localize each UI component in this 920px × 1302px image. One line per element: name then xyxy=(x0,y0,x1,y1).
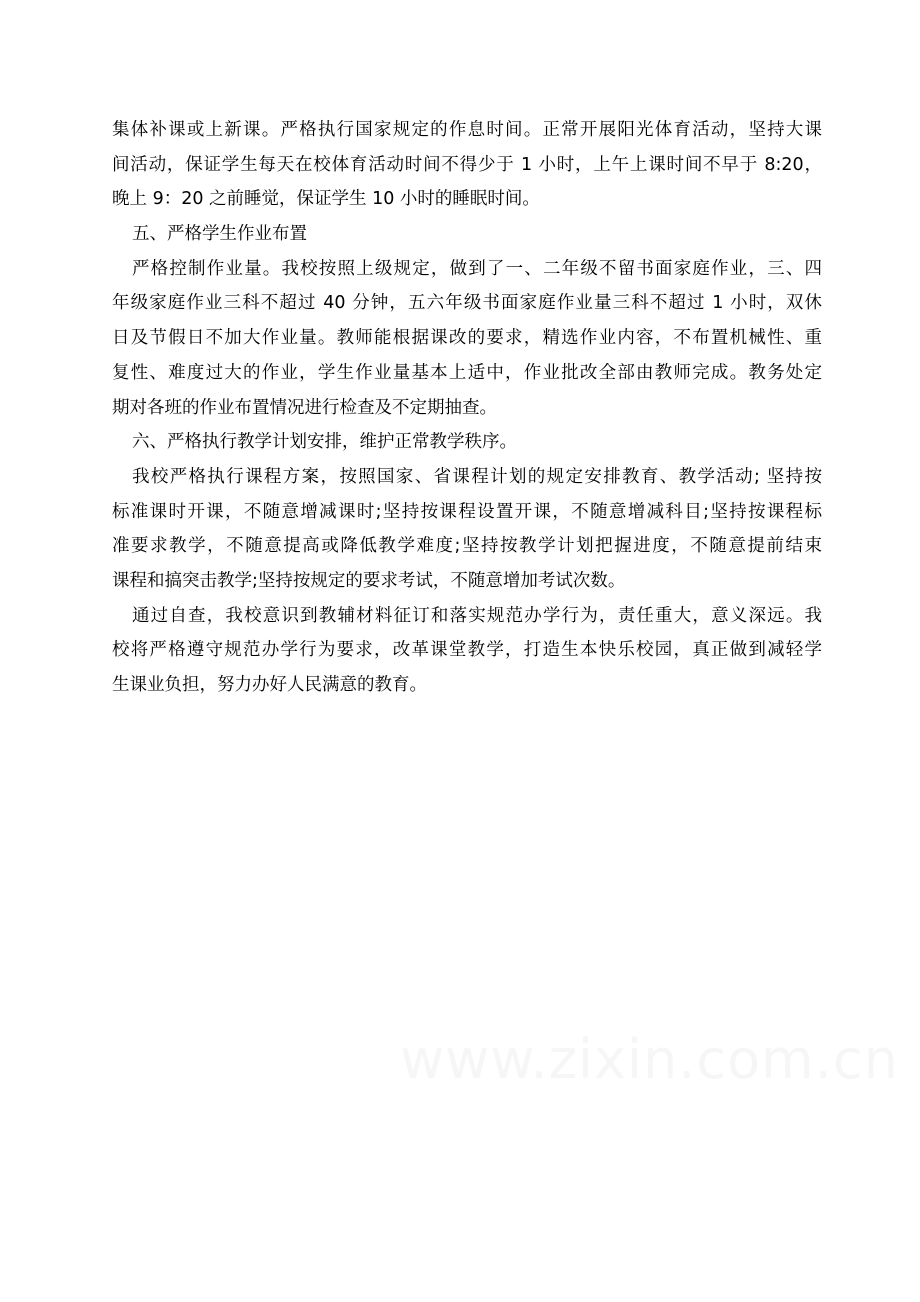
text-line: 通过自查，我校意识到教辅材料征订和落实规范办学行为，责任重大，意义深远。我 xyxy=(132,605,822,626)
section-heading: 六、严格执行教学计划安排，维护正常教学秩序。 xyxy=(132,432,517,453)
watermark: www.zixin.com.cn xyxy=(400,1028,899,1091)
text-line: 晚上 9：20 之前睡觉，保证学生 10 小时的睡眠时间。 xyxy=(112,189,540,210)
text-line: 间活动，保证学生每天在校体育活动时间不得少于 1 小时，上午上课时间不早于 8:20， xyxy=(112,154,822,175)
text-line: 期对各班的作业布置情况进行检查及不定期抽查。 xyxy=(112,397,497,418)
document-body xyxy=(112,113,822,703)
text-line: 集体补课或上新课。严格执行国家规定的作息时间。正常开展阳光体育活动，坚持大课 xyxy=(112,120,822,140)
text-line: 准要求教学，不随意提高或降低教学难度;坚持按教学计划把握进度，不随意提前结束 xyxy=(112,536,822,557)
text-line: 课程和搞突击教学;坚持按规定的要求考试，不随意增加考试次数。 xyxy=(112,570,626,591)
text-line: 严格控制作业量。我校按照上级规定，做到了一、二年级不留书面家庭作业，三、四 xyxy=(132,258,822,279)
text-line: 日及节假日不加大作业量。教师能根据课改的要求，精选作业内容，不布置机械性、重 xyxy=(112,328,822,349)
text-line: 我校严格执行课程方案，按照国家、省课程计划的规定安排教育、教学活动; 坚持按 xyxy=(132,466,822,487)
text-line: 复性、难度过大的作业，学生作业量基本上适中，作业批改全部由教师完成。教务处定 xyxy=(112,362,822,383)
text-line: 生课业负担，努力办好人民满意的教育。 xyxy=(112,675,427,695)
text-line: 年级家庭作业三科不超过 40 分钟，五六年级书面家庭作业量三科不超过 1 小时，双休 xyxy=(112,293,822,314)
text-line: 标准课时开课，不随意增减课时;坚持按课程设置开课，不随意增减科目;坚持按课程标 xyxy=(112,501,822,522)
section-heading: 五、严格学生作业布置 xyxy=(132,224,307,245)
text-line: 校将严格遵守规范办学行为要求，改革课堂教学，打造生本快乐校园，真正做到减轻学 xyxy=(112,640,822,661)
